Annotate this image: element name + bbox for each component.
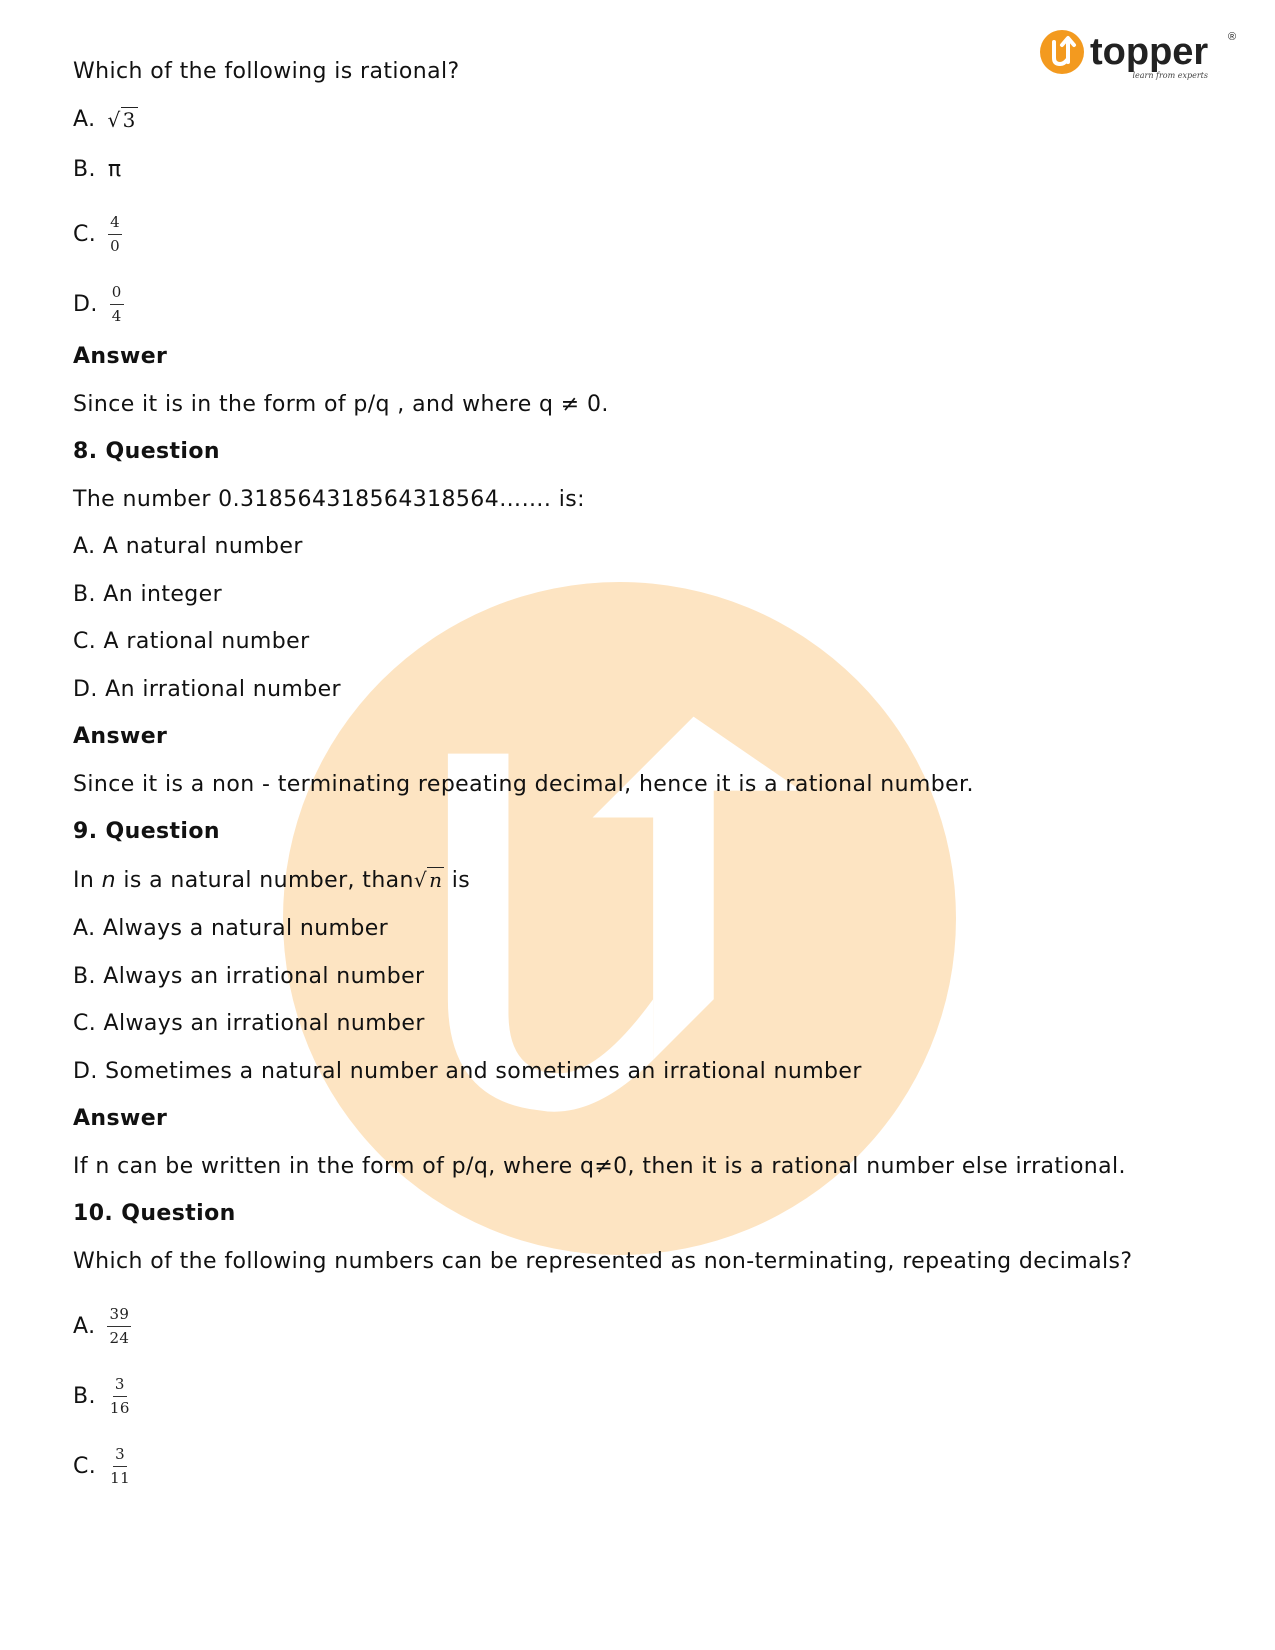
q10-option-a: A. $\frac{39}{24}$ xyxy=(73,1305,130,1347)
q8-heading: 8. Question xyxy=(73,439,220,464)
q8-answer: Since it is a non - terminating repeating decimal, hence it is a rational number. xyxy=(73,772,974,797)
q10-option-c: C. $\frac{3}{11}$ xyxy=(73,1445,131,1487)
q9-option-b: B. Always an irrational number xyxy=(73,964,425,989)
q7-answer: Since it is in the form of p/q , and where q ≠ 0. xyxy=(73,392,609,417)
q10-heading: 10. Question xyxy=(73,1201,236,1226)
q8-option-d: D. An irrational number xyxy=(73,677,342,702)
q8-question: The number 0.318564318564318564……. is: xyxy=(73,487,585,512)
q9-question: In n is a natural number, than√ n is xyxy=(73,868,471,893)
q7-question: Which of the following is rational? xyxy=(73,59,460,84)
q9-option-d: D. Sometimes a natural number and sometimes an irrational number xyxy=(73,1059,862,1084)
q10-question: Which of the following numbers can be represented as non-terminating, repeating decimals? xyxy=(73,1249,1133,1274)
q7-answer-heading: Answer xyxy=(73,344,168,369)
sqrt-symbol: √ 3 xyxy=(107,108,136,132)
q7-option-d: D. $\frac{0}{4}$ xyxy=(73,283,122,325)
brand-tagline: learn from experts xyxy=(1132,71,1208,80)
q8-answer-heading: Answer xyxy=(73,724,168,749)
q9-heading: 9. Question xyxy=(73,819,220,844)
q9-answer: If n can be written in the form of p/q, where q≠0, then it is a rational number else irrational. xyxy=(73,1154,1126,1179)
q8-option-b: B. An integer xyxy=(73,582,223,607)
sqrt-symbol: √ n xyxy=(413,868,443,892)
q10-option-b: B. $\frac{3}{16}$ xyxy=(73,1375,130,1417)
fraction: $\frac{3}{11}$ xyxy=(110,1445,131,1487)
q7-option-b: B. π xyxy=(73,157,122,182)
q9-answer-heading: Answer xyxy=(73,1106,168,1131)
q7-option-c: C. $\frac{4}{0}$ xyxy=(73,213,121,255)
fraction: $\frac{39}{24}$ xyxy=(109,1305,130,1347)
q9-option-c: C. Always an irrational number xyxy=(73,1011,425,1036)
fraction: $\frac{0}{4}$ xyxy=(111,283,122,325)
brand-name: topper xyxy=(1090,31,1209,73)
q7-option-a: A. √ 3 xyxy=(73,107,136,132)
registered-mark: ® xyxy=(1228,31,1237,43)
topper-logo xyxy=(1040,26,1240,86)
q8-option-a: A. A natural number xyxy=(73,534,303,559)
q8-option-c: C. A rational number xyxy=(73,629,310,654)
fraction: $\frac{3}{16}$ xyxy=(109,1375,130,1417)
q9-option-a: A. Always a natural number xyxy=(73,916,389,941)
fraction: $\frac{4}{0}$ xyxy=(110,213,121,255)
